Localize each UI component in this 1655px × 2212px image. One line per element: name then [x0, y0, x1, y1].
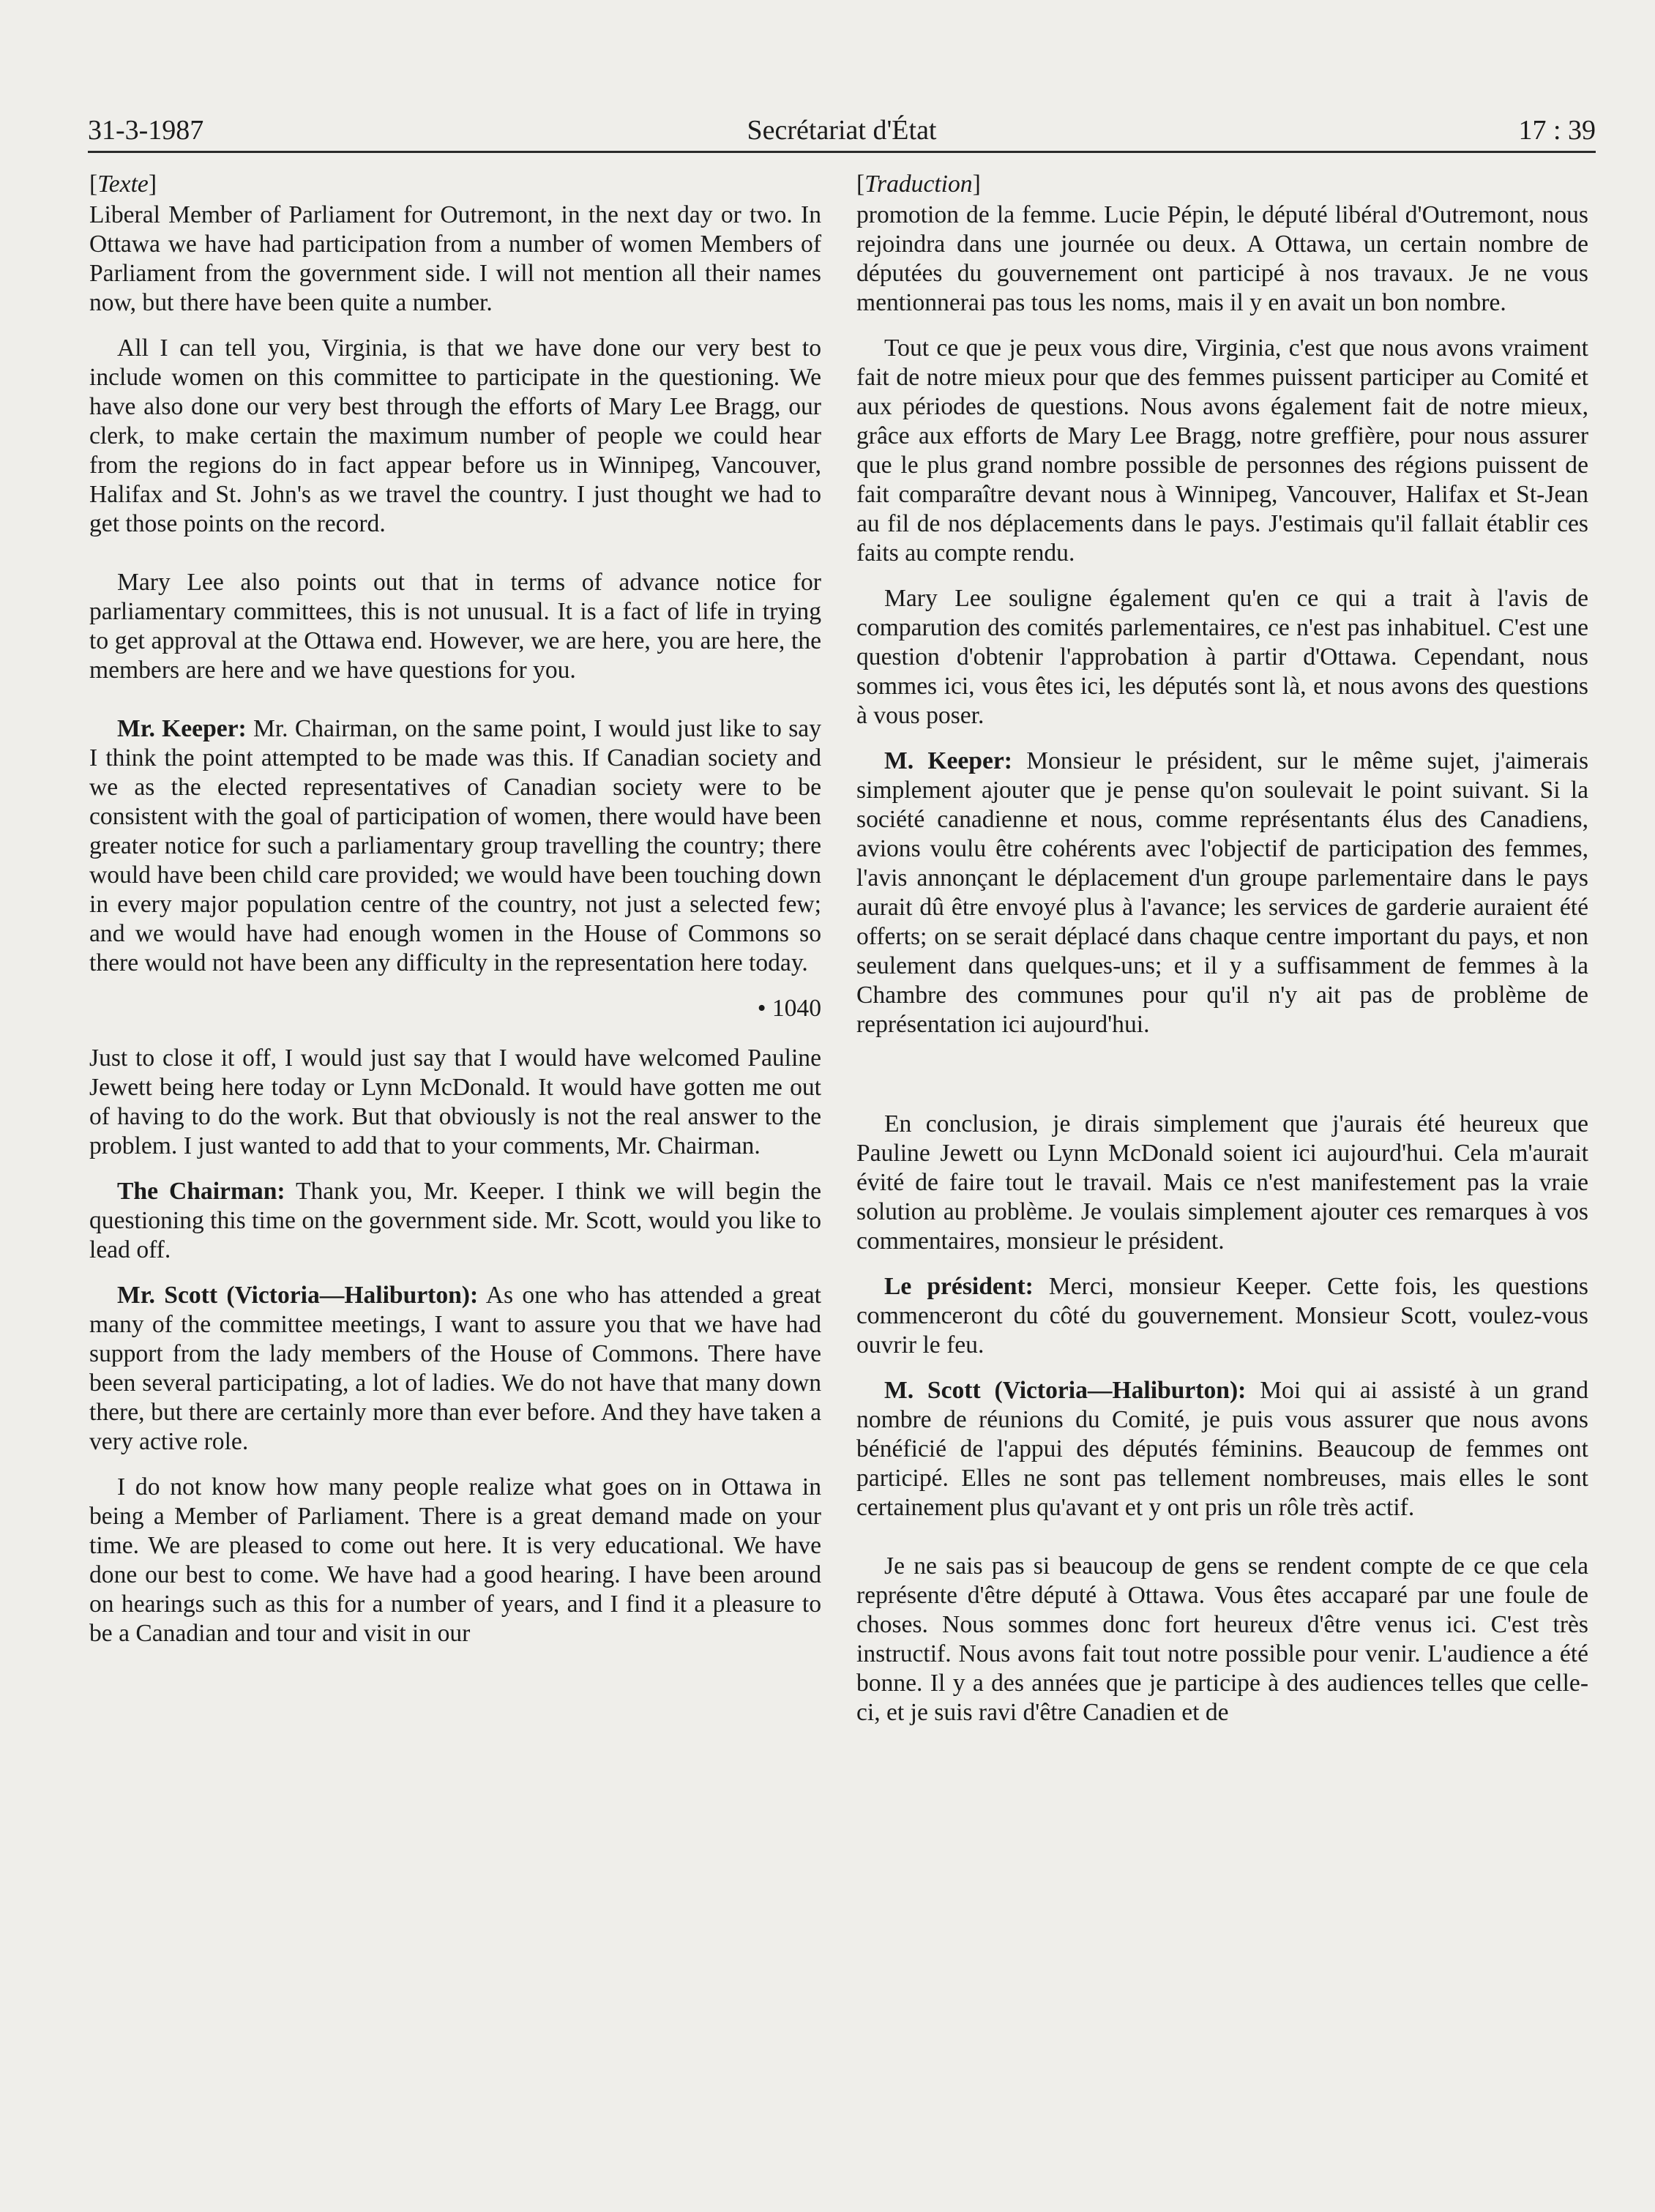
paragraph: Tout ce que je peux vous dire, Virginia, c'est que nous avons vraiment fait de notre mieux pour que des femmes puissent participer au Comité et aux périodes de questions. Nous avons également fait de notre mieux, grâce aux efforts de Mary Lee Bragg, notre greffière, pour nous assurer que le plus grand nombre possible de personnes des régions puissent de fait comparaître devant nous à Winnipeg, Vancouver, Halifax et St-Jean au fil de nos déplacements dans le pays. J'estimais qu'il fallait établir ces faits au compte rendu.: [856, 335, 1588, 567]
paragraph: Mary Lee souligne également qu'en ce qui a trait à l'avis de comparution des comités parlementaires, ce n'est pas inhabituel. C'est une question d'obtenir l'approbation à partir d'Ottawa. Cependant, nous sommes ici, vous êtes ici, les députés sont là, et nous avons des questions à vous poser.: [856, 585, 1588, 729]
paragraph: En conclusion, je dirais simplement que j'aurais été heureux que Pauline Jewett ou Lynn McDonald soient ici aujourd'hui. Cela m'aurait évité de faire tout le travail. Mais ce n'est manifestement pas la vraie solution au problème. Je voulais simplement ajouter ces remarques à vos commentaires, monsieur le président.: [856, 1110, 1588, 1255]
paragraph: Just to close it off, I would just say that I would have welcomed Pauline Jewett being here today or Lynn McDonald. It would have gotten me out of having to do the work. But that obviously is not the real answer to the problem. I just wanted to add that to your comments, Mr. Chairman.: [89, 1045, 821, 1159]
paragraph: All I can tell you, Virginia, is that we have done our very best to include women on this committee to participate in the questioning. We have also done our very best through the efforts of Mary Lee Bragg, our clerk, to make certain the maximum number of people we could hear from the regions do in fact appear before us in Winnipeg, Vancouver, Halifax and St. John's as we travel the country. I just thought we had to get those points on the record.: [89, 335, 821, 537]
english-column: [89, 170, 821, 1664]
running-header: [88, 114, 1596, 153]
paragraph: I do not know how many people realize what goes on in Ottawa in being a Member of Parliament. There is a great demand made on your time. We are pleased to come out here. It is very educational. We have done our best to come. We have had a good hearing. I have been around on hearings such as this for a number of years, and I find it a pleasure to be a Canadian and tour and visit in our: [89, 1473, 821, 1647]
header-date: 31-3-1987: [88, 115, 204, 146]
french-column: [856, 170, 1588, 1744]
speech-text: Merci, monsieur Keeper. Cette fois, les questions commenceront du côté du gouvernement. Monsieur Scott, voulez-vous ouvrir le feu.: [856, 1273, 1588, 1359]
speaker-name: Mr. Scott (Victoria—Haliburton):: [117, 1282, 479, 1309]
speech-paragraph: [89, 1281, 821, 1457]
header-page-number: 17 : 39: [1518, 115, 1596, 146]
speech-text: Monsieur le président, sur le même sujet, j'aimerais simplement ajouter que je pense qu'on soulevait le point suivant. Si la société canadienne et nous, comme représentants élus des Canadiens, avions voulu être cohérents avec l'objectif de participation des femmes, l'avis annonçant le déplacement d'un groupe parlementaire dans le pays aurait dû être envoyé plus à l'avance; les services de garderie auraient été offerts; on se serait déplacé dans chaque centre important du pays, et non seulement dans quelques-uns; et il y a suffisamment de femmes à la Chambre des communes pour qu'il n'y ait pas de problème de représentation ici aujourd'hui.: [856, 747, 1589, 1038]
speech-text: Moi qui ai assisté à un grand nombre de réunions du Comité, je puis vous assurer que nous avons bénéficié de l'appui des députés féminins. Beaucoup de femmes ont participé. Elles ne sont pas tellement nombreuses, mais elles le sont certainement plus qu'avant et y ont pris un rôle très actif.: [856, 1377, 1589, 1521]
speaker-name: Mr. Keeper:: [117, 715, 247, 742]
time-marker: • 1040: [757, 995, 821, 1022]
speech-paragraph: [856, 1272, 1588, 1360]
speaker-name: M. Keeper:: [884, 747, 1012, 774]
paragraph: Je ne sais pas si beaucoup de gens se rendent compte de ce que cela représente d'être député à Ottawa. Vous êtes accaparé par une foule de choses. Nous sommes donc fort heureux d'être venus ici. C'est très instructif. Nous avons fait tout notre possible pour venir. L'audience a été bonne. Il y a des années que je participe à des audiences telles que celle-ci, et je suis ravi d'être Canadien et de: [856, 1552, 1588, 1726]
speech-text: Mr. Chairman, on the same point, I would just like to say I think the point attempted to be made was this. If Canadian society and we as the elected representatives of Canadian society were to be consistent with the goal of participation of women, there would have been greater notice for such a parliamentary group travelling the country; there would have been child care provided; we would have been touching down in every major population centre of the country, not just a selected few; and we would have had enough women in the House of Commons so there would not have been any difficulty in the representation here today.: [89, 715, 821, 976]
speech-text: Thank you, Mr. Keeper. I think we will begin the questioning this time on the government side. Mr. Scott, would you like to lead off.: [89, 1178, 821, 1263]
speech-paragraph: [89, 1177, 821, 1265]
column-tag: [Texte]: [89, 171, 157, 198]
speaker-name: Le président:: [884, 1273, 1034, 1300]
paragraph: promotion de la femme. Lucie Pépin, le député libéral d'Outremont, nous rejoindra dans une journée ou deux. A Ottawa, un certain nombre de députées du gouvernement ont participé à nos travaux. Je ne vous mentionnerai pas tous les noms, mais il y en avait un bon nombre.: [856, 201, 1588, 316]
speaker-name: The Chairman:: [117, 1178, 285, 1205]
speech-paragraph: [89, 714, 821, 978]
header-title: Secrétariat d'État: [747, 115, 937, 146]
paragraph: Mary Lee also points out that in terms of advance notice for parliamentary committees, this is not unusual. It is a fact of life in trying to get approval at the Ottawa end. However, we are here, you are here, the members are here and we have questions for you.: [89, 569, 821, 684]
speech-paragraph: [856, 747, 1588, 1039]
speech-paragraph: [856, 1376, 1588, 1522]
paragraph: Liberal Member of Parliament for Outremont, in the next day or two. In Ottawa we have had participation from a number of women Members of Parliament from the government side. I will not mention all their names now, but there have been quite a number.: [89, 201, 821, 316]
speaker-name: M. Scott (Victoria—Haliburton):: [884, 1377, 1247, 1404]
column-tag-label: Traduction: [864, 171, 973, 198]
column-tag-label: Texte: [97, 171, 149, 198]
column-tag: [Traduction]: [856, 171, 981, 198]
speech-text: As one who has attended a great many of the committee meetings, I want to assure you that we have had support from the lady members of the House of Commons. There have been several participating, a lot of ladies. We do not have that many down there, but there are certainly more than ever before. And they have taken a very active role.: [89, 1282, 821, 1455]
